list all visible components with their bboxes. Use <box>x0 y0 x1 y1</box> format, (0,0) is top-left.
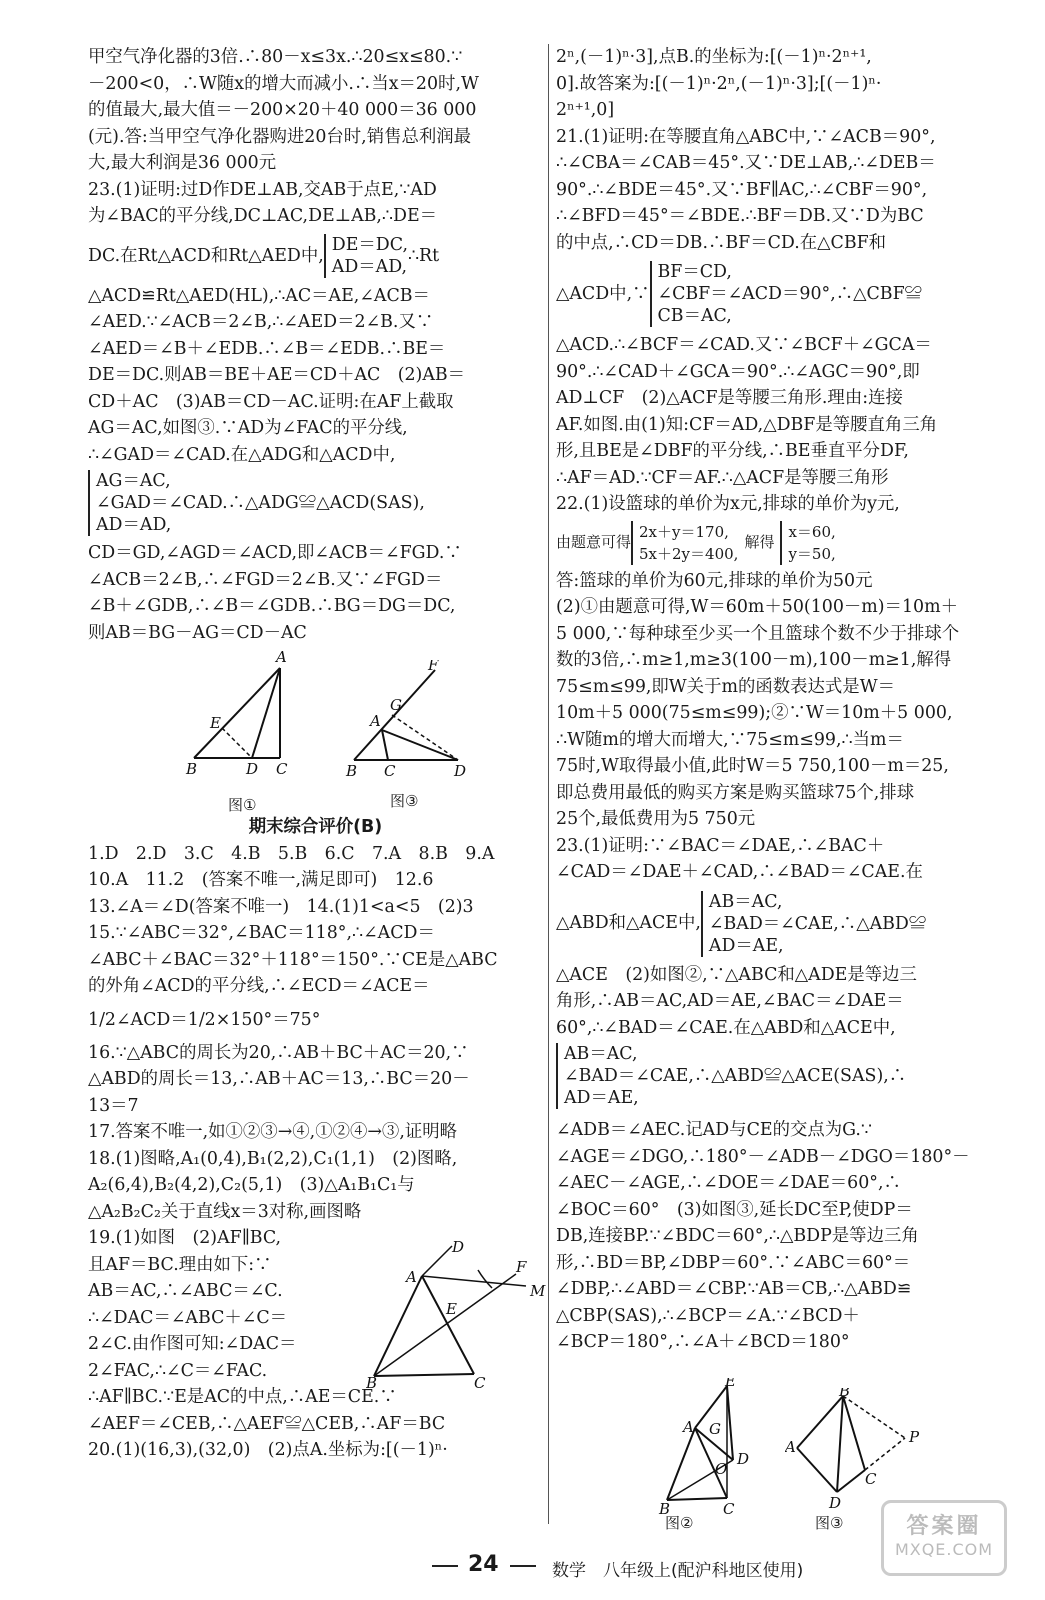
text-line: △ACE (2)如图②,∵△ABC和△ADE是等边三 <box>556 964 917 985</box>
text-line: 2ⁿ,(－1)ⁿ·3],点B.的坐标为:[(－1)ⁿ·2ⁿ⁺¹, <box>556 47 872 67</box>
text-line: 为∠BAC的平分线,DC⊥AC,DE⊥AB,∴DE＝ <box>88 206 438 226</box>
equation-system <box>650 261 923 327</box>
answer-line: 且AF＝BC.理由如下:∵ <box>88 1254 272 1275</box>
text-line: ∠AED.∵∠ACB＝2∠B,∴∠AED＝2∠B.又∵ <box>88 312 434 332</box>
answer-line: 15.∵∠ABC＝32°,∠BAC＝118°,∴∠ACD＝ <box>88 923 435 943</box>
figure-caption: 图① <box>228 796 257 814</box>
text-line: ∴∠CBA＝∠CAB＝45°.又∵DE⊥AB,∴∠DEB＝ <box>556 153 936 173</box>
text-line: ∠BOC＝60° (3)如图③,延长DC至P,使DP＝ <box>556 1199 913 1220</box>
text-line: 0].故答案为:[(－1)ⁿ·2ⁿ,(－1)ⁿ·3];[(－1)ⁿ· <box>556 73 882 94</box>
text-line: ∠B＋∠GDB,∴∠B＝∠GDB.∴BG＝DG＝DC, <box>88 596 456 616</box>
watermark-logo <box>881 1500 1007 1576</box>
system-line: CB＝AC, <box>657 306 732 326</box>
equation-row <box>88 230 543 283</box>
section-title: 期末综合评价(B) <box>248 817 383 837</box>
answer-line: 20.(1)(16,3),(32,0) (2)点A.坐标为:[(－1)ⁿ· <box>88 1440 448 1460</box>
svg-text:F: F <box>516 1258 527 1276</box>
svg-text:G: G <box>390 696 402 714</box>
svg-text:G: G <box>709 1420 721 1438</box>
text-line: 23.(1)证明:过D作DE⊥AB,交AB于点E,∵AD <box>88 179 437 200</box>
equation-row <box>556 256 996 332</box>
svg-text:O: O <box>715 1460 728 1478</box>
right-column <box>556 44 996 1356</box>
svg-text:P: P <box>909 1428 920 1446</box>
text-line: 5 000,∵每种球至少买一个且篮球个数不少于排球个 <box>556 623 960 644</box>
answer-line: 2∠FAC,∴∠C＝∠FAC. <box>88 1360 268 1381</box>
footer-dash <box>432 1565 458 1567</box>
svg-text:B: B <box>186 760 198 778</box>
text-line: △ABD和△ACE中, <box>556 913 701 934</box>
svg-text:D: D <box>737 1450 750 1468</box>
equation-system <box>556 1043 906 1109</box>
equation-system <box>88 470 425 536</box>
text-line: 答:篮球的单价为60元,排球的单价为50元 <box>556 570 873 591</box>
text-line: ∠DBP,∴∠ABD＝∠CBP.∵AB＝CB,∴△ABD≌ <box>556 1279 912 1299</box>
text-line: 即总费用最低的购买方案是购买篮球75个,排球 <box>556 782 915 803</box>
svg-text:C: C <box>865 1470 877 1488</box>
text-line: (元).答:当甲空气净化器购进20台时,销售总利润最 <box>88 126 472 147</box>
answer-line: 10.A 11.2 (答案不唯一,满足即可) 12.6 <box>88 870 434 890</box>
text-line: ∠CAD＝∠DAE＋∠CAD,∴∠BAD＝∠CAE.在 <box>556 862 923 882</box>
system-line: AD＝AD, <box>331 257 408 277</box>
answer-line: 13＝7 <box>88 1095 139 1116</box>
text-line: △ACD≌Rt△AED(HL),∴AC＝AE,∠ACB＝ <box>88 285 430 306</box>
text-line: ∴∠GAD＝∠CAD.在△ADG和△ACD中, <box>88 444 396 465</box>
equation-system <box>701 891 926 957</box>
svg-text:B: B <box>839 1388 851 1400</box>
figure-1-diagram <box>180 648 300 798</box>
system-line: ∠GAD＝∠CAD.∴△ADG≌△ACD(SAS), <box>96 493 425 513</box>
text-line: 75≤m≤99,即W关于m的函数表达式是W＝ <box>556 676 895 697</box>
text-line: ∠AEC－∠AGE,∴∠DOE＝∠DAE＝60°,∴ <box>556 1173 901 1193</box>
text-line: △CBP(SAS),∴∠BCP＝∠A.∵∠BCD＋ <box>556 1305 860 1326</box>
footer-dash <box>510 1565 536 1567</box>
text-line: AF.如图.由(1)知:CF＝AD,△DBF是等腰直角三角 <box>556 414 938 435</box>
text-line: 甲空气净化器的3倍.∴80－x≤3x.∴20≤x≤80.∵ <box>88 47 463 67</box>
svg-text:A: A <box>785 1438 796 1456</box>
system-line: DE＝DC, <box>331 235 408 255</box>
equation-row <box>556 518 996 568</box>
text-line: AD⊥CF (2)△ACF是等腰三角形.理由:连接 <box>556 388 903 408</box>
figure-caption: 图③ <box>815 1514 844 1532</box>
answer-line: AB＝AC,∴∠ABC＝∠C. <box>88 1281 283 1301</box>
svg-text:E: E <box>210 714 221 732</box>
equation-row <box>556 1041 996 1117</box>
footer-subtitle: 数学 八年级上(配沪科地区使用) <box>552 1561 804 1581</box>
svg-text:A: A <box>370 712 381 730</box>
system-line: BF＝CD, <box>657 262 732 282</box>
system-line: AB＝AC, <box>708 891 783 912</box>
text-line: ∠AED＝∠B＋∠EDB.∴∠B＝∠EDB.∴BE＝ <box>88 338 446 359</box>
text-line: 由题意可得 <box>556 533 632 552</box>
text-line: －200<0，∴W随x的增大而减小.∴当x＝20时,W <box>88 73 479 94</box>
text-line: ∠BCP＝180°,∴∠A＋∠BCD＝180° <box>556 1332 850 1352</box>
answer-line: 18.(1)图略,A₁(0,4),B₁(2,2),C₁(1,1) (2)图略, <box>88 1148 458 1169</box>
text-line: 60°,∴∠BAD＝∠CAE.在△ABD和△ACE中, <box>556 1017 896 1038</box>
system-line: y＝50, <box>788 544 836 563</box>
text-line: AG＝AC,如图③.∵AD为∠FAC的平分线, <box>88 418 408 438</box>
answer-line: ∴AF∥BC.∵E是AC的中点,∴AE＝CE.∵ <box>88 1387 397 1407</box>
system-line: ∠CBF＝∠ACD＝90°,∴△CBF≌ <box>657 284 923 304</box>
figure-3-right-diagram <box>785 1388 925 1518</box>
answer-line: 17.答案不唯一,如①②③→④,①②④→③,证明略 <box>88 1122 458 1142</box>
answer-line: ∴∠DAC＝∠ABC＋∠C＝ <box>88 1307 288 1328</box>
system-line: ∠BAD＝∠CAE,∴△ABD≌△ACE(SAS),∴ <box>564 1066 907 1086</box>
answer-line: 13.∠A＝∠D(答案不唯一) 14.(1)1<a<5 (2)3 <box>88 896 474 917</box>
text-line: △ACD中,∵ <box>556 283 650 304</box>
svg-text:D: D <box>454 762 467 780</box>
system-line: AD＝AE, <box>708 935 784 956</box>
figure-3-left <box>340 660 475 815</box>
svg-text:F: F <box>428 660 439 674</box>
text-line: ∴Rt <box>407 245 440 266</box>
answer-line: 16.∵△ABC的周长为20,∴AB＋BC＋AC＝20,∵ <box>88 1042 469 1063</box>
figure-2-diagram <box>655 1378 765 1518</box>
svg-text:D: D <box>452 1238 465 1256</box>
answer-line: △A₂B₂C₂关于直线x＝3对称,画图略 <box>88 1201 362 1222</box>
text-line: 10m＋5 000(75≤m≤99);②∵W＝10m＋5 000, <box>556 703 953 723</box>
system-line: AD＝AD, <box>96 515 172 535</box>
text-line: 23.(1)证明:∵∠BAC＝∠DAE,∴∠BAC＋ <box>556 835 885 856</box>
answer-line: 2∠C.由作图可知:∠DAC＝ <box>88 1334 297 1354</box>
watermark-url: MXQE.COM <box>894 1540 994 1559</box>
equation-row <box>88 468 543 540</box>
text-line: ∠ADB＝∠AEC.记AD与CE的交点为G.∵ <box>556 1120 872 1140</box>
text-line: 21.(1)证明:在等腰直角△ABC中,∵∠ACB＝90°, <box>556 126 936 147</box>
text-line: 90°.∴∠CAD＋∠GCA＝90°.∴∠AGC＝90°,即 <box>556 361 920 382</box>
figure-q19 <box>366 1238 546 1388</box>
text-line: ∴∠BFD＝45°＝∠BDE.∴BF＝DB.又∵D为BC <box>556 206 924 226</box>
figure-1 <box>180 648 300 813</box>
svg-text:A: A <box>276 648 287 666</box>
figure-2 <box>655 1378 765 1538</box>
text-line: DE＝DC.则AB＝BE＋AE＝CD＋AC (2)AB＝ <box>88 365 466 385</box>
text-line: CD＝GD,∠AGD＝∠ACD,即∠ACB＝∠FGD.∵ <box>88 543 462 563</box>
answer-line: ∠ABC＋∠BAC＝32°＋118°＝150°.∵CE是△ABC <box>88 949 498 970</box>
page-number: 24 <box>468 1552 499 1577</box>
text-line: 的值最大,最大值＝－200×20＋40 000＝36 000 <box>88 100 477 120</box>
svg-text:E: E <box>725 1378 736 1390</box>
svg-text:B: B <box>366 1374 378 1388</box>
text-line: 角形,∴AB＝AC,AD＝AE,∠BAC＝∠DAE＝ <box>556 991 904 1011</box>
answer-line: 的外角∠ACD的平分线,∴∠ECD＝∠ACE＝ <box>88 976 430 996</box>
equation-solution <box>780 521 835 565</box>
answer-line: 1.D 2.D 3.C 4.B 5.B 6.C 7.A 8.B 9.A <box>88 843 495 864</box>
text-line: ∴AF＝AD.∵CF＝AF.∴△ACF是等腰三角形 <box>556 467 889 488</box>
figure-3-left-diagram <box>340 660 475 800</box>
equation-row <box>556 886 996 962</box>
text-line: 75时,W取得最小值,此时W＝5 750,100－m＝25, <box>556 756 949 776</box>
system-line: ∠BAD＝∠CAE,∴△ABD≌ <box>708 913 927 934</box>
text-line: 的中点,∴CD＝DB.∴BF＝CD.在△CBF和 <box>556 232 887 253</box>
svg-text:D: D <box>246 760 259 778</box>
text-line: 25个,最低费用为5 750元 <box>556 809 756 829</box>
answer-line: A₂(6,4),B₂(4,2),C₂(5,1) (3)△A₁B₁C₁与 <box>88 1175 415 1195</box>
equation-system <box>324 234 408 278</box>
system-line: AG＝AC, <box>96 471 171 491</box>
svg-text:A: A <box>406 1268 417 1286</box>
svg-text:D: D <box>829 1494 842 1512</box>
text-line: 形,∴BD＝BP,∠DBP＝60°.∵∠ABC＝60°＝ <box>556 1252 911 1273</box>
system-line: AB＝AC, <box>564 1044 638 1064</box>
svg-text:B: B <box>659 1500 671 1518</box>
text-line: ∴W随m的增大而增大,∵75≤m≤99,∴当m＝ <box>556 729 904 750</box>
system-line: x＝60, <box>788 522 836 541</box>
svg-text:A: A <box>683 1418 694 1436</box>
answer-line: ∠AEF＝∠CEB,∴△AEF≌△CEB,∴AF＝BC <box>88 1413 446 1434</box>
figure-caption: 图② <box>665 1514 694 1532</box>
svg-text:B: B <box>346 762 358 780</box>
watermark-title: 答案圈 <box>906 1514 982 1539</box>
answer-line: △ABD的周长＝13,∴AB＋AC＝13,∴BC＝20－ <box>88 1069 470 1089</box>
text-line: 则AB＝BG－AG＝CD－AC <box>88 622 307 643</box>
answer-line: 1/2∠ACD＝1/2×150°＝75° <box>88 1009 321 1030</box>
text-line: 解得 <box>744 533 775 552</box>
svg-text:C: C <box>723 1500 735 1518</box>
svg-text:C: C <box>384 762 396 780</box>
system-line: 5x＋2y＝400, <box>639 544 739 563</box>
figure-q19-diagram <box>366 1238 546 1388</box>
text-line: 形,且BE是∠DBF的平分线,∴BE垂直平分DF, <box>556 441 909 461</box>
answer-line: 19.(1)如图 (2)AF∥BC, <box>88 1228 282 1248</box>
svg-text:C: C <box>276 760 288 778</box>
text-line: 2ⁿ⁺¹,0] <box>556 100 615 120</box>
text-line: ∠AGE＝∠DGO,∴180°－∠ADB－∠DGO＝180°－ <box>556 1146 970 1167</box>
figure-caption: 图③ <box>390 792 419 810</box>
text-line: DC.在Rt△ACD和Rt△AED中, <box>88 245 324 266</box>
text-line: (2)①由题意可得,W＝60m＋50(100－m)＝10m＋ <box>556 597 958 617</box>
text-line: △ACD.∴∠BCF＝∠CAD.又∵∠BCF＋∠GCA＝ <box>556 335 932 355</box>
svg-text:M: M <box>530 1282 546 1300</box>
text-line: DB,连接BP.∵∠BDC＝60°,∴△BDP是等边三角 <box>556 1226 919 1246</box>
text-line: 大,最大利润是36 000元 <box>88 153 277 173</box>
equation-system <box>631 521 738 565</box>
text-line: 数的3倍,∴m≥1,m≥3(100－m),100－m≥1,解得 <box>556 650 952 670</box>
text-line: ∠ACB＝2∠B,∴∠FGD＝2∠B.又∵∠FGD＝ <box>88 569 443 590</box>
column-divider <box>548 44 549 1524</box>
text-line: CD＋AC (3)AB＝CD－AC.证明:在AF上截取 <box>88 391 454 412</box>
text-line: 22.(1)设篮球的单价为x元,排球的单价为y元, <box>556 494 900 514</box>
svg-text:E: E <box>446 1300 457 1318</box>
svg-text:C: C <box>474 1374 486 1388</box>
system-line: AD＝AE, <box>564 1088 639 1108</box>
system-line: 2x＋y＝170, <box>639 522 729 541</box>
text-line: 90°.∴∠BDE＝45°.又∵BF∥AC,∴∠CBF＝90°, <box>556 179 928 200</box>
